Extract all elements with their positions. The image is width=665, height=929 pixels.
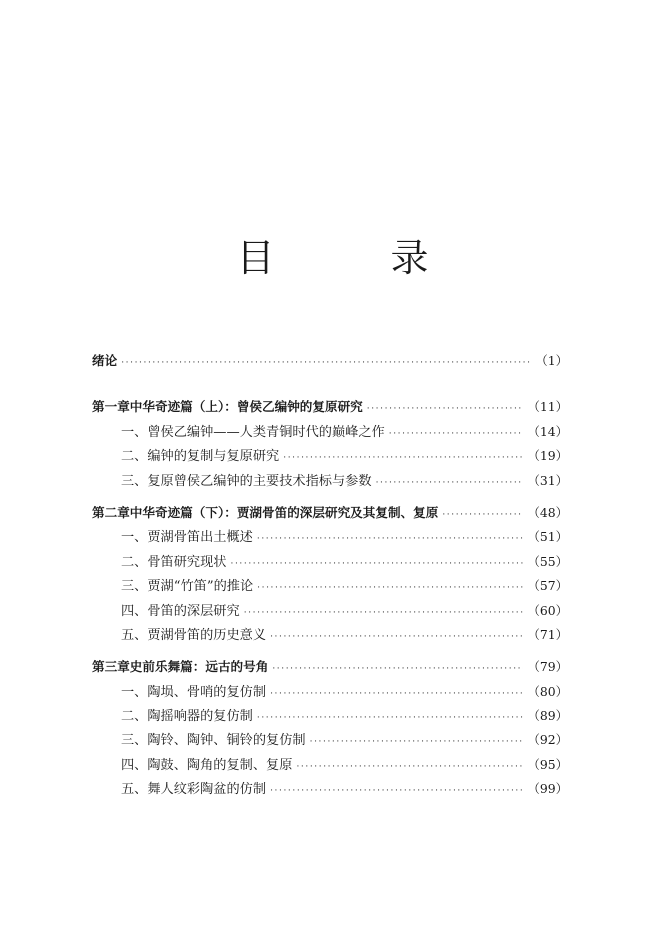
dot-leader — [389, 422, 524, 446]
chapter-number: 第三章 — [92, 659, 130, 675]
toc-section[interactable] — [92, 444, 568, 468]
toc-section[interactable] — [92, 753, 568, 777]
toc-page-number: （60） — [527, 602, 568, 618]
dot-leader — [283, 446, 523, 470]
chapter-title: 史前乐舞篇：远古的号角 — [129, 659, 269, 675]
toc-page-number: （92） — [527, 732, 568, 748]
section-title: 一、陶埙、骨哨的复仿制 — [121, 684, 267, 700]
toc-page-number: （31） — [527, 472, 568, 488]
toc-page-number: （89） — [527, 708, 568, 724]
toc-section[interactable] — [92, 550, 568, 574]
section-title: 二、陶摇响器的复仿制 — [121, 709, 253, 725]
section-title: 二、骨笛研究现状 — [121, 554, 227, 570]
dot-leader — [257, 706, 524, 730]
toc-section[interactable] — [92, 680, 568, 704]
dot-leader — [310, 730, 524, 754]
dot-leader — [270, 682, 523, 706]
toc-page-number: （48） — [527, 504, 568, 520]
chapter-number: 第二章 — [92, 504, 130, 520]
toc-chapter-2[interactable] — [92, 501, 568, 525]
toc-section[interactable] — [92, 777, 568, 801]
dot-leader — [367, 397, 524, 421]
dot-leader — [121, 351, 531, 375]
toc-page-number: （79） — [527, 659, 568, 675]
toc-page-number: （80） — [527, 683, 568, 699]
section-title: 四、骨笛的深层研究 — [121, 603, 240, 619]
toc-section[interactable] — [92, 469, 568, 493]
toc-section[interactable] — [92, 420, 568, 444]
toc-page-number: （1） — [535, 353, 568, 368]
toc-section[interactable] — [92, 728, 568, 752]
chapter-title: 中华奇迹篇（下）：贾湖骨笛的深层研究及其复制、复原 — [129, 504, 439, 520]
chapter-title: 中华奇迹篇（上）：曾侯乙编钟的复原研究 — [129, 399, 363, 415]
toc-section[interactable] — [92, 704, 568, 728]
toc-page-number: （71） — [527, 626, 568, 642]
page-title: 目 录 — [236, 236, 481, 280]
toc-page-number: （14） — [527, 423, 568, 439]
dot-leader — [270, 625, 523, 649]
chapter-number: 第一章 — [92, 399, 130, 415]
dot-leader — [272, 657, 523, 681]
section-title: 五、贾湖骨笛的历史意义 — [121, 627, 267, 643]
dot-leader — [231, 552, 524, 576]
toc-section[interactable] — [92, 599, 568, 623]
toc-section[interactable] — [92, 623, 568, 647]
section-title: 三、贾湖“竹笛”的推论 — [121, 579, 254, 595]
toc-page-number: （55） — [527, 553, 568, 569]
section-title: 三、陶铃、陶钟、铜铃的复仿制 — [121, 733, 306, 749]
section-title: 一、曾侯乙编钟——人类青铜时代的巅峰之作 — [121, 424, 385, 440]
toc-page-number: （57） — [527, 578, 568, 594]
section-title: 一、贾湖骨笛出土概述 — [121, 530, 253, 546]
toc-page-number: （95） — [527, 756, 568, 772]
toc-chapter-3[interactable] — [92, 655, 568, 679]
toc-page-number: （51） — [527, 529, 568, 545]
section-title: 五、舞人纹彩陶盆的仿制 — [121, 782, 267, 798]
dot-leader — [257, 527, 524, 551]
section-title: 三、复原曾侯乙编钟的主要技术指标与参数 — [121, 473, 372, 489]
dot-leader — [376, 471, 524, 495]
toc-chapter-1[interactable] — [92, 395, 568, 419]
section-title: 二、编钟的复制与复原研究 — [121, 449, 280, 465]
section-title: 四、陶鼓、陶角的复制、复原 — [121, 757, 293, 773]
toc-page-number: （99） — [527, 781, 568, 797]
dot-leader — [257, 576, 523, 600]
toc-page-number: （11） — [527, 399, 568, 415]
toc-entry-title: 绪论 — [92, 353, 118, 368]
dot-leader — [244, 601, 524, 625]
dot-leader — [270, 779, 523, 803]
toc-section[interactable] — [92, 525, 568, 549]
dot-leader — [296, 755, 523, 779]
dot-leader — [442, 503, 523, 527]
toc-page-number: （19） — [527, 448, 568, 464]
toc-section[interactable] — [92, 574, 568, 598]
toc-entry-intro[interactable] — [92, 349, 568, 373]
table-of-contents — [92, 349, 568, 802]
